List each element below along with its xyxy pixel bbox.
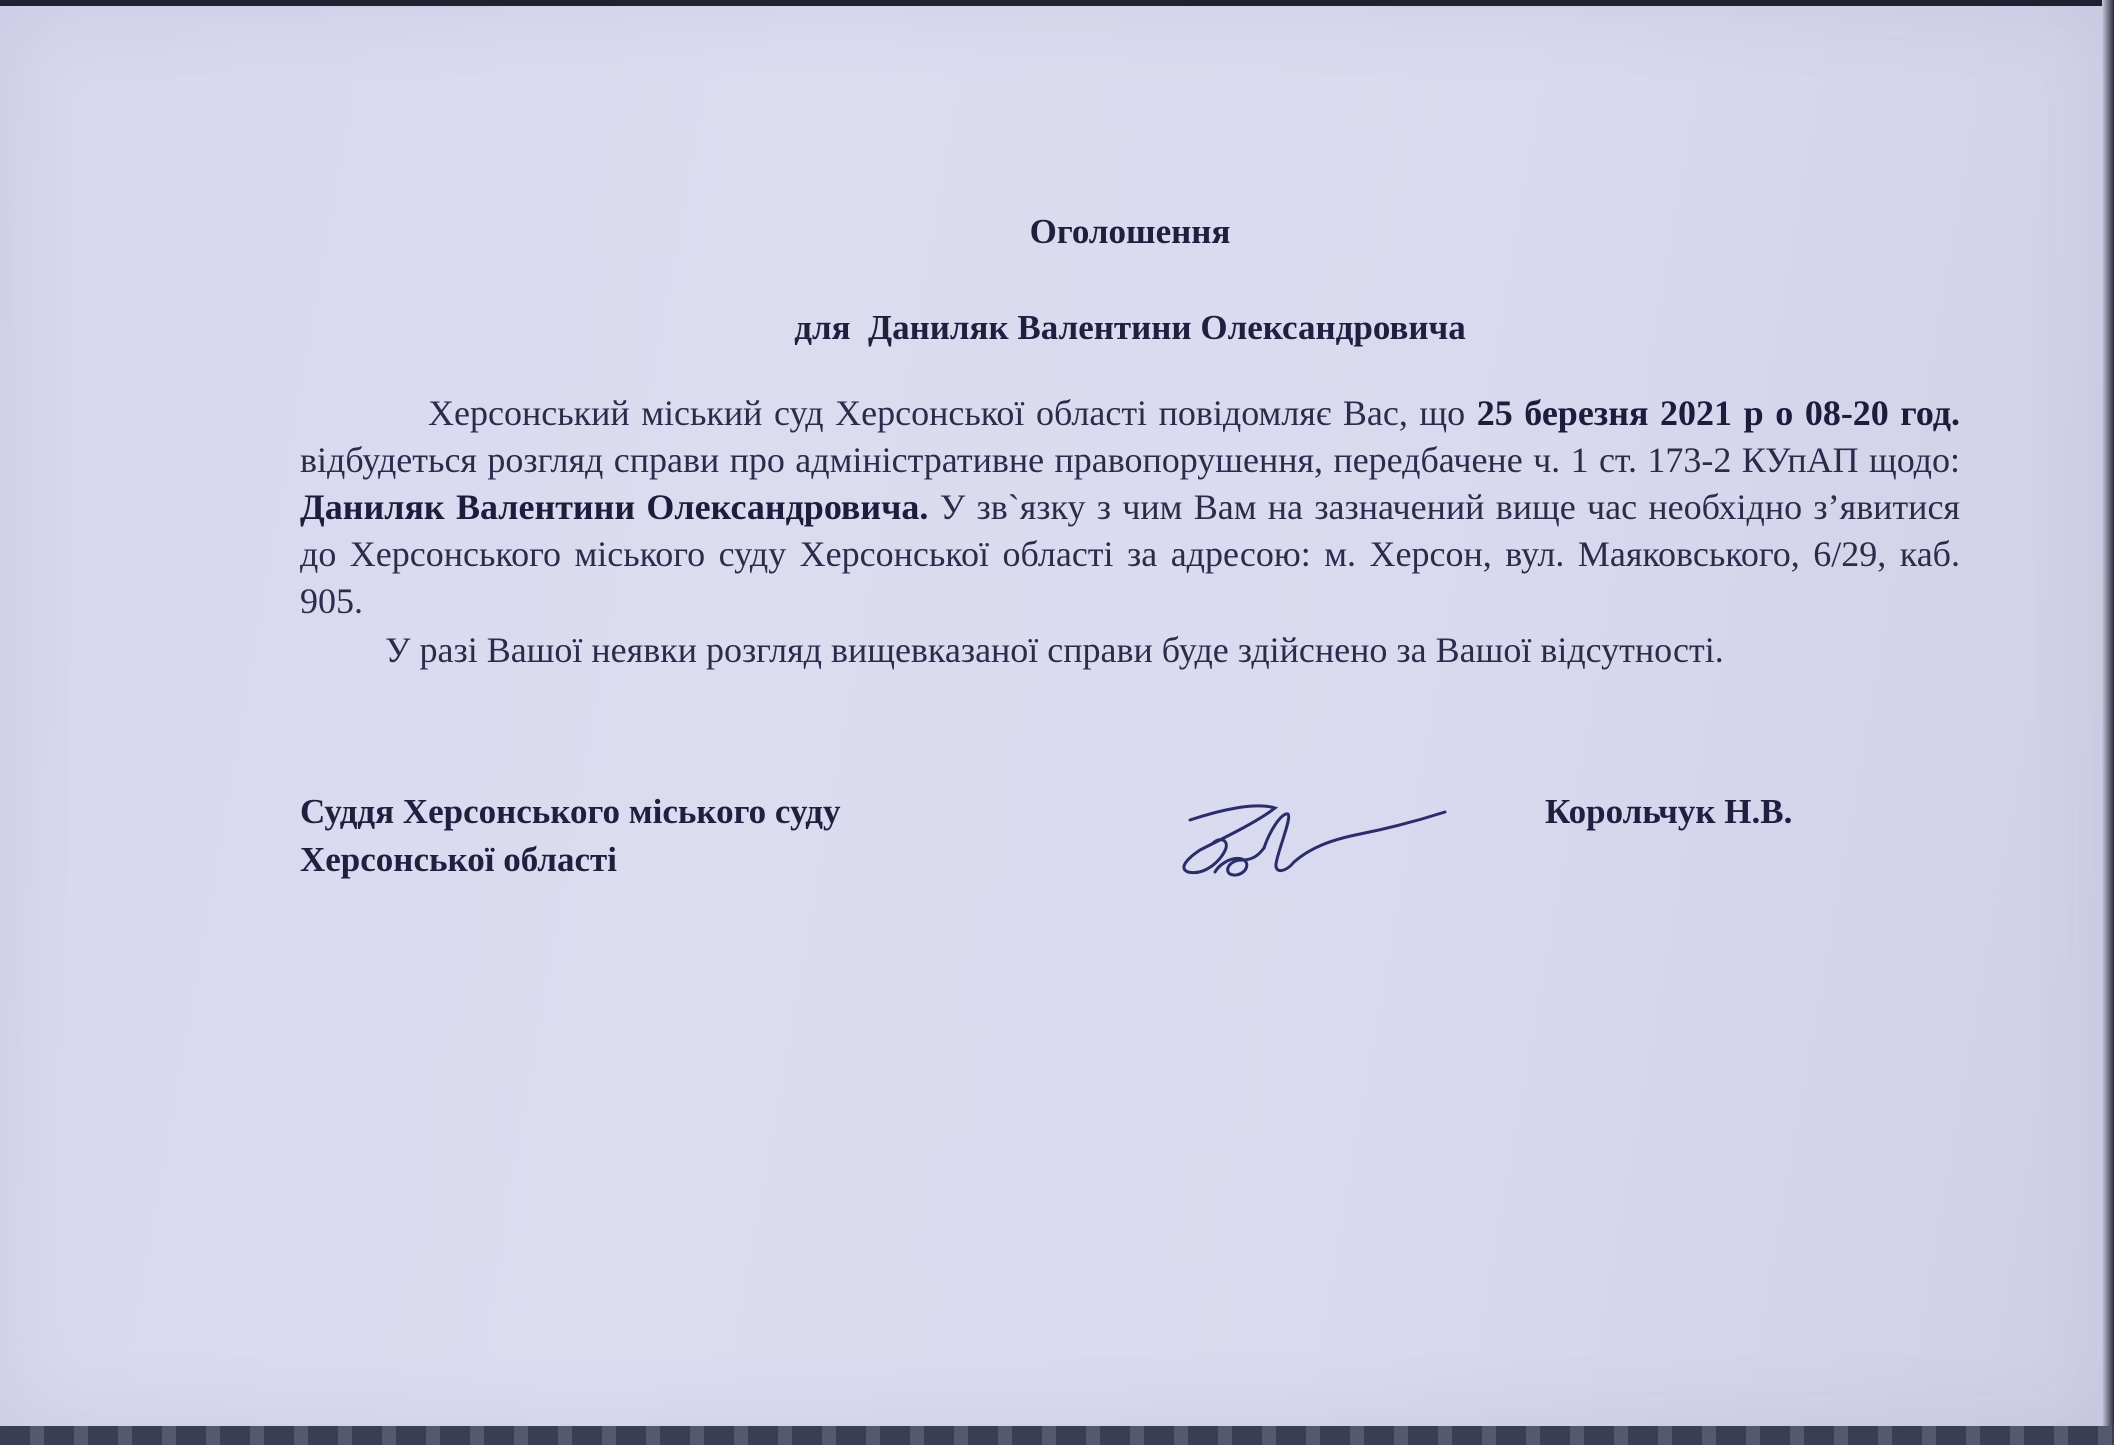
notice-body xyxy=(300,390,1960,625)
body-intro: Херсонський міський суд Херсонської області повідомляє Вас, що xyxy=(428,393,1477,433)
signature-block xyxy=(300,788,1860,908)
handwritten-signature xyxy=(1160,790,1450,890)
body-middle: відбудеться розгляд справи про адміністративне правопорушення, передбачене ч. 1 ст. 173-2 КУпАП щодо: xyxy=(300,440,1960,480)
judge-name: Корольчук Н.В. xyxy=(1545,792,1793,831)
notice-title: Оголошення xyxy=(1029,212,1231,251)
notice-document xyxy=(300,210,1960,674)
judge-position-line1: Суддя Херсонського міського суду xyxy=(300,792,841,831)
hearing-date-time: 25 березня 2021 р о 08-20 год. xyxy=(1476,393,1961,433)
body-tail: У зв`язку з чим Вам на зазначений вище час необхідно з’явитися до Херсонського міського суду Херсонської області за адресою: м. Херсон, вул. Маяковського, 6/29, каб. 905. xyxy=(300,487,1960,621)
background-surface xyxy=(0,1426,2114,1445)
judge-position xyxy=(300,788,840,884)
paper-edge xyxy=(2102,0,2114,1445)
notice-warning: У разі Вашої неявки розгляд вищевказаної справи буде здійснено за Вашої відсутності. xyxy=(385,630,1724,670)
notice-addressee: для Даниляк Валентини Олександровича xyxy=(794,308,1466,347)
defendant-name: Даниляк Валентини Олександровича. xyxy=(300,487,929,527)
judge-position-line2: Херсонської області xyxy=(300,840,617,879)
